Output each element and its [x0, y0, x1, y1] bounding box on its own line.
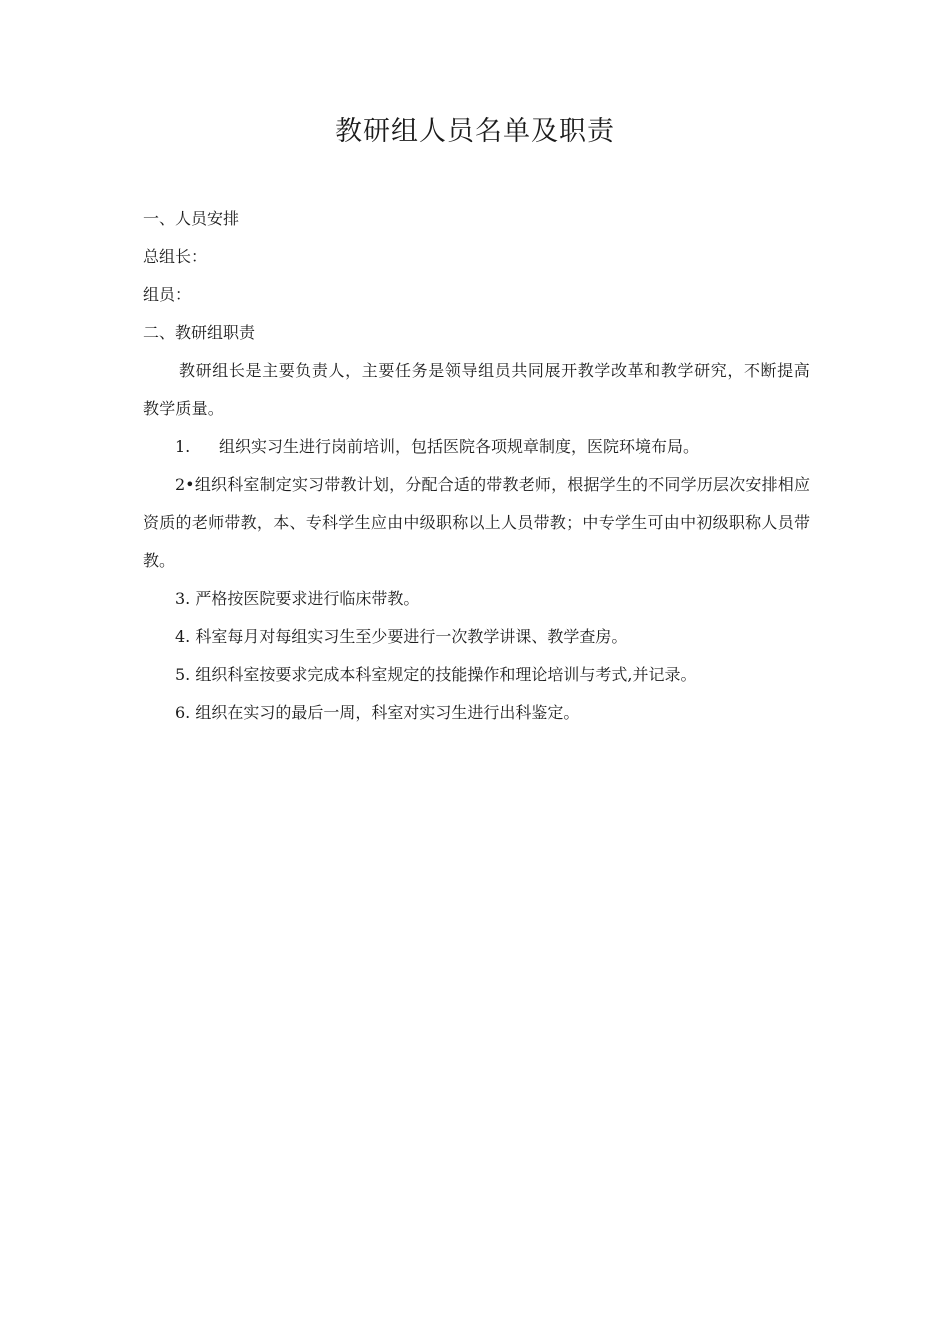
document-title: 教研组人员名单及职责 [335, 116, 615, 147]
document-body [143, 200, 810, 732]
duties-intro: 教研组长是主要负责人，主要任务是领导组员共同展开教学改革和教学研究，不断提高教学质量。 [143, 361, 810, 418]
duty-item-text: 组织科室制定实习带教计划，分配合适的带教老师，根据学生的不同学历层次安排相应资质的老师带教，本、专科学生应由中级职称以上人员带教；中专学生可由中初级职称人员带教。 [143, 475, 810, 570]
section-heading-duties: 二、教研组职责 [143, 323, 256, 342]
duty-item-text: 科室每月对每组实习生至少要进行一次教学讲课、教学查房。 [195, 627, 628, 646]
duty-item-4 [143, 618, 810, 656]
members-label: 组员： [143, 285, 192, 304]
duty-item-1 [143, 428, 810, 466]
duty-item-number: 2• [175, 475, 195, 494]
duty-item-5 [143, 656, 810, 694]
duty-item-text: 组织在实习的最后一周，科室对实习生进行出科鉴定。 [195, 703, 580, 722]
duty-item-2 [143, 466, 810, 580]
duty-item-3 [143, 580, 810, 618]
section-heading-staffing: 一、人员安排 [143, 209, 240, 228]
duty-item-number: 4. [175, 627, 191, 646]
duty-item-number: 5. [175, 665, 191, 684]
duty-item-number: 1. [175, 437, 191, 456]
duty-item-6 [143, 694, 810, 732]
leader-label: 总组长： [143, 247, 208, 266]
duty-item-number: 3. [175, 589, 191, 608]
duty-item-number: 6. [175, 703, 191, 722]
duty-item-text: 严格按医院要求进行临床带教。 [195, 589, 420, 608]
duty-item-text: 组织实习生进行岗前培训，包括医院各项规章制度，医院环境布局。 [219, 437, 700, 456]
duty-item-text: 组织科室按要求完成本科室规定的技能操作和理论培训与考式,并记录。 [195, 665, 697, 684]
